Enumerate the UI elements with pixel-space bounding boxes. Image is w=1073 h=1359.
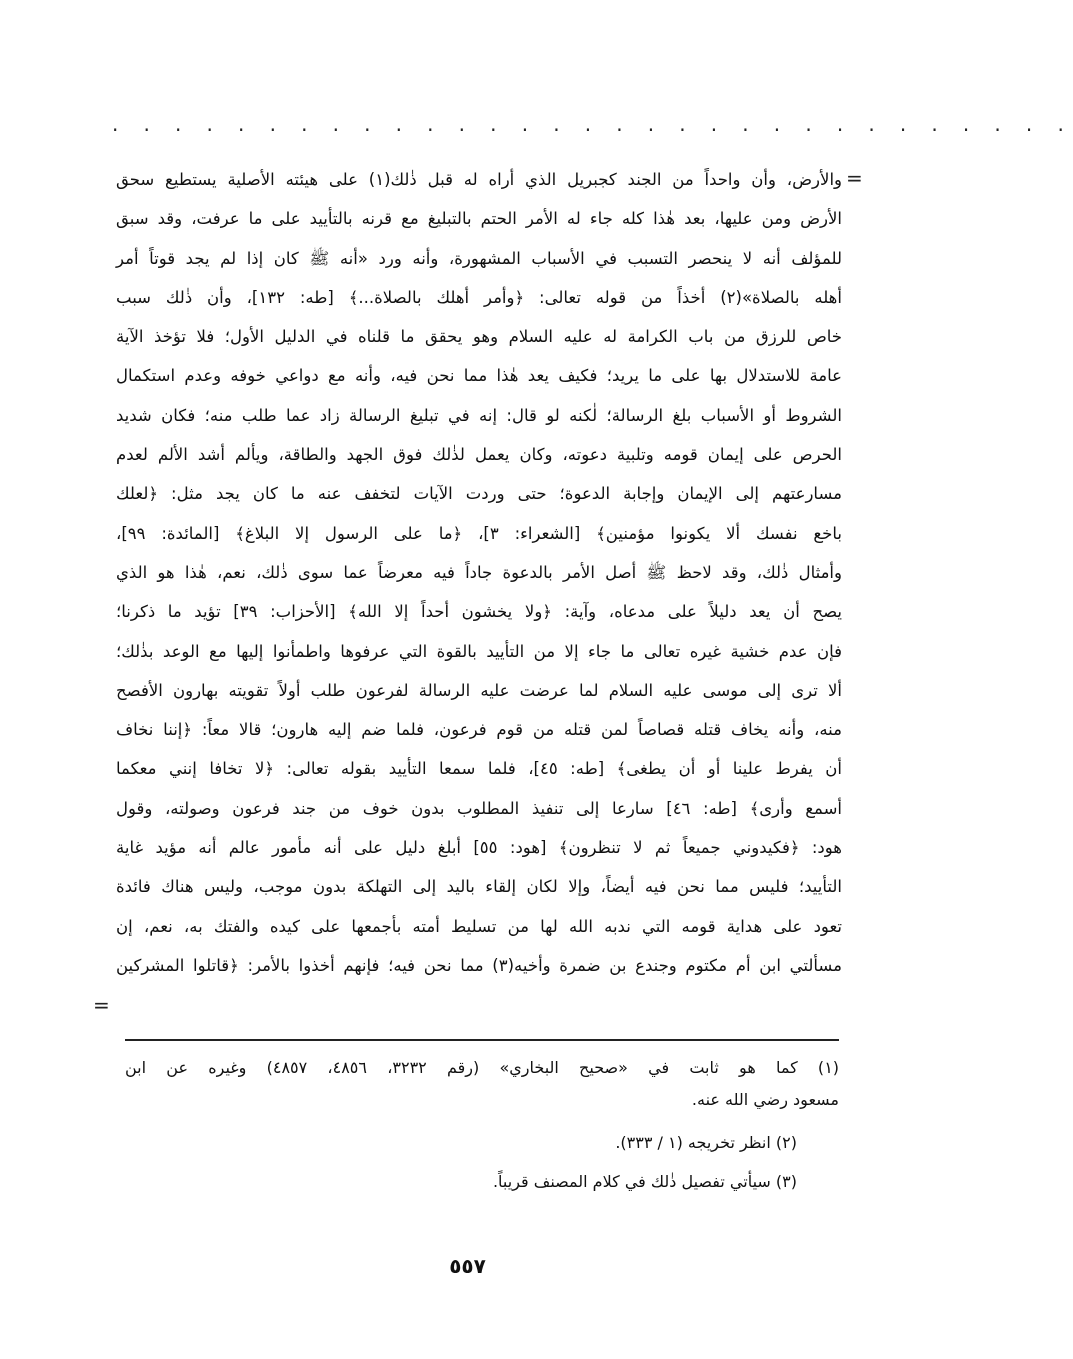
text-line: الحرص على إيمان قومه وتلبية دعوته، وكان يعمل لذٰلك فوق الجهد والطاقة، ويألم أشد الألم لعدم	[116, 445, 842, 465]
text-line: والأرض، وأن واحداً من الجند كجبريل الذي أراه له قبل ذٰلك(١) على هيئته الأصلية يستطيع سحق	[116, 170, 842, 189]
footnote-1-line-2: مسعود رضي الله عنه.	[691, 1090, 839, 1109]
footnote-3: (٣) سيأتي تفصيل ذٰلك في كلام المصنف قريباً.	[492, 1172, 797, 1191]
text-line: أهله بالصلاة»(٢) أخذاً من قوله تعالى: ﴿وأمر أهلك بالصلاة...﴾ [طه: ١٣٢]، وأن ذٰلك سبب	[116, 287, 842, 307]
page-number: ٥٥٧	[449, 1254, 486, 1278]
text-line: مسألتي ابن أم مكتوم وجندع بن ضمرة وأخيه(٣) مما نحن فيه؛ فإنهم أخذوا بالأمر: ﴿قاتلوا المشركين	[116, 955, 842, 975]
text-line: يصح أن يعد دليلاً على مدعاه، وآية: ﴿ولا يخشون أحداً إلا الله﴾ [الأحزاب: ٣٩] تؤيد ما ذكرنا؛	[116, 602, 842, 622]
footnote-1	[125, 1052, 839, 1116]
main-text	[116, 160, 842, 985]
text-line: باخع نفسك ألا يكونوا مؤمنين﴾ [الشعراء: ٣]، ﴿ما على الرسول إلا البلاغ﴾ [المائدة: ٩٩]،	[116, 523, 842, 543]
text-line: ألا ترى إلى موسى عليه السلام لما عرضت عليه الرسالة لفرعون طلب أولاً تقويته بهارون الأفصح	[116, 680, 842, 700]
continuation-mark-bottom: =	[93, 993, 110, 1017]
text-line: أسمع وأرى﴾ [طه: ٤٦] سارعا إلى تنفيذ المطلوب بدون خوف من جند فرعون وصولته، وقول	[116, 798, 842, 818]
footnote-2: (٢) انظر تخريجه (١ / ٣٣٣).	[615, 1133, 797, 1152]
footnote-rule	[125, 1039, 839, 1041]
text-line: هود: ﴿فكيدوني جميعاً ثم لا تنظرون﴾ [هود: ٥٥] أبلغ دليل على أنه مأمور عالم أنه مؤيد غاية	[116, 838, 842, 858]
text-line: التأييد؛ فليس مما نحن فيه أيضاً، وإلا لكان إلقاء باليد إلى التهلكة بدون موجب، وليس هناك فائدة	[116, 877, 842, 897]
separator-dots: . . . . . . . . . . . . . . . . . . . . . . . . . . . . . . .	[112, 112, 1073, 136]
text-line: عامة للاستدلال بها على ما يريد؛ فكيف يعد هٰذا مما نحن فيه، وأنه مع دواعي خوفه وعدم استكمال	[116, 366, 842, 386]
text-line: خاص للرزق من باب الكرامة له عليه السلام وهو يحقق ما قلناه في الدليل الأول؛ فلا تؤخذ الآية	[116, 327, 842, 347]
text-line: تعود على هداية قومه التي ندبه الله لها من تسليط أمته بأجمعها على كيده والفتك به، نعم، إن	[116, 916, 842, 936]
text-line: وأمثال ذٰلك، وقد لاحظ ﷺ أصل الأمر بالدعوة جاداً فيه معرضاً عما سوى ذٰلك، نعم، هٰذا هو الذي	[116, 562, 842, 582]
text-line: مسارعتهم إلى الإيمان وإجابة الدعوة؛ حتى وردت الآيات لتخفف عنه ما كان يجد مثل: ﴿لعلك	[116, 484, 842, 504]
text-line: للمؤلف أنه لا ينحصر التسبب في الأسباب المشهورة، وأنه ورد «أنه ﷺ كان إذا لم يجد قوتاً أمر	[116, 248, 842, 268]
continuation-mark-top: =	[846, 166, 863, 190]
footnote-1-line-1: (١) كما هو ثابت في «صحيح البخاري» (رقم ٣٢٣٢، ٤٨٥٦، ٤٨٥٧) وغيره عن ابن	[125, 1058, 840, 1077]
text-line: أن يفرط علينا أو أن يطغى﴾ [طه: ٤٥]، فلما سمعا التأييد بقوله تعالى: ﴿لا تخافا إنني معكما	[116, 759, 842, 779]
text-line: فإن عدم خشية غيره تعالى ما جاء إلا من التأييد بالقوة التي عرفوها واطمأنوا إليها مع الوعد بذٰلك؛	[116, 641, 842, 661]
text-line: منه، وأنه يخاف قتله قصاصاً لمن قتله من قوم فرعون، فلما ضم إليه هارون؛ قالا معاً: ﴿إننا نخاف	[116, 720, 842, 740]
text-line: الأرض ومن عليها، بعد هٰذا كله جاء له الأمر الحتم بالتبليغ مع قرنه بالتأييد على ما عرفت، وقد سبق	[116, 209, 842, 229]
text-line: الشروط أو الأسباب بلغ الرسالة؛ لٰكنه لو قال: إنه في تبليغ الرسالة زاد عما طلب منه؛ فكان شديد	[116, 405, 842, 425]
